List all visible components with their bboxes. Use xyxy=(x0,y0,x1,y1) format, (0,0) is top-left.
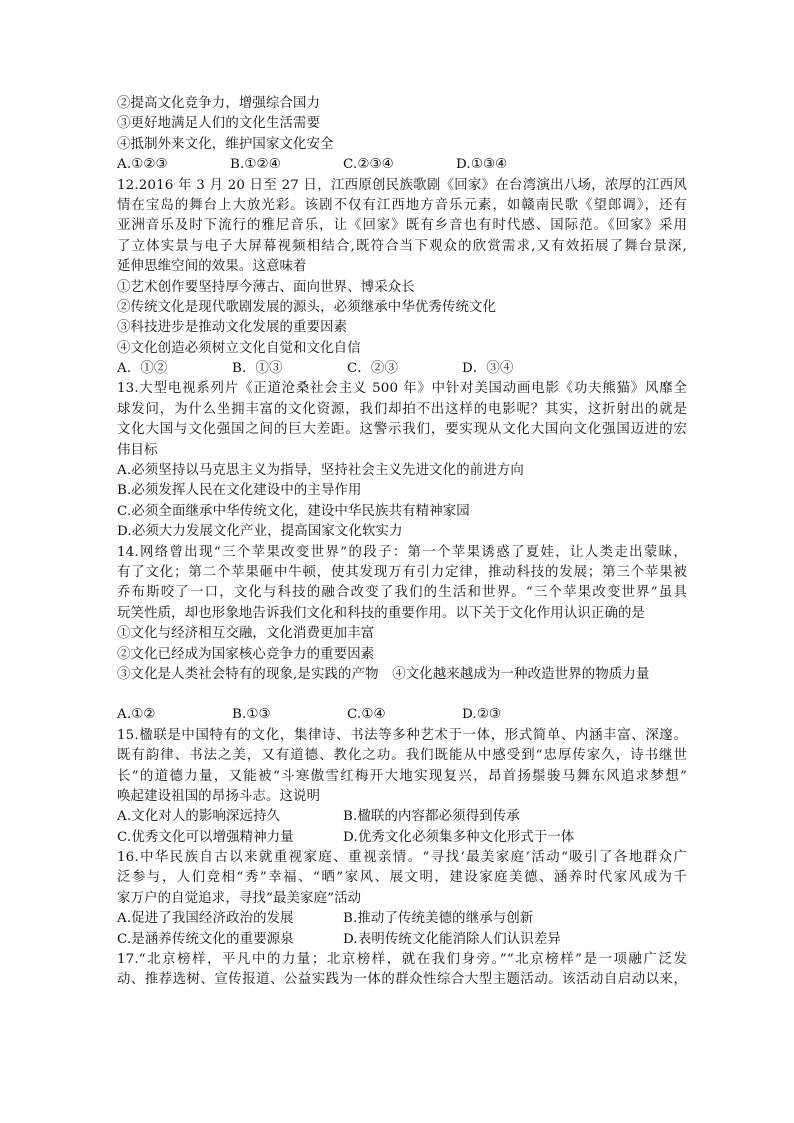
question-text: 17.“北京榜样，平凡中的力量；北京榜样，就在我们身旁。”“北京榜样”是一项融广泛发 xyxy=(117,952,687,968)
option-c: C.是涵养传统文化的重要源泉 xyxy=(117,931,294,947)
option-c: C.②③④ xyxy=(343,157,394,173)
option-b: B.必须发挥人民在文化建设中的主导作用 xyxy=(117,483,362,499)
statement-item: ②传统文化是现代歌剧发展的源头，必须继承中华优秀传统文化 xyxy=(117,299,497,315)
statement-item: ②文化已经成为国家核心竞争力的重要因素 xyxy=(117,646,375,662)
statement-item: ③文化是人类社会特有的现象,是实践的产物 ④文化越来越成为一种改造世界的物质力量 xyxy=(117,666,650,682)
question-16 xyxy=(117,848,687,950)
option-line: ③更好地满足人们的文化生活需要 xyxy=(117,116,321,132)
option-d: D．③④ xyxy=(462,361,514,377)
question-text: 乔布斯咬了一口，文化与科技的融合改变了我们的生活和世界。“三个苹果改变世界”虽具 xyxy=(117,585,687,601)
question-text: 情在宝岛的舞台上大放光彩。该剧不仅有江西地方音乐元素，如赣南民歌《望郎调》，还有 xyxy=(117,197,687,213)
option-a: A.文化对人的影响深远持久 xyxy=(117,809,281,825)
question-text: 文化大国与文化强国之间的巨大差距。这警示我们，要实现从文化大国向文化强国迈进的宏 xyxy=(117,422,687,438)
option-d: D.①③④ xyxy=(456,157,508,173)
option-b: B.①③ xyxy=(232,707,271,723)
question-17 xyxy=(117,950,687,991)
statement-item: ①文化与经济相互交融，文化消费更加丰富 xyxy=(117,626,375,642)
q15-options-row-2 xyxy=(117,828,687,848)
exam-page xyxy=(117,94,687,991)
option-d: D.表明传统文化能消除人们认识差异 xyxy=(343,931,561,947)
q16-options-row-2 xyxy=(117,930,687,950)
q15-options-row-1 xyxy=(117,807,687,827)
option-c: C.优秀文化可以增强精神力量 xyxy=(117,829,294,845)
option-b: B.推动了传统美德的继承与创新 xyxy=(343,911,534,927)
option-b: B.楹联的内容都必须得到传承 xyxy=(343,809,520,825)
question-15 xyxy=(117,726,687,848)
option-c: C．②③ xyxy=(347,361,399,377)
question-text: 家万户的自觉追求，寻找“最美家庭”活动 xyxy=(117,890,362,906)
question-text: 16.中华民族自古以来就重视家庭、重视亲情。“寻找‘最美家庭’活动“吸引了各地群众广 xyxy=(117,850,687,866)
question-text: 13.大型电视系列片《正道沧桑社会主义 500 年》中针对美国动画电影《功夫熊猫》风靡全 xyxy=(117,381,687,397)
option-c: C.①④ xyxy=(347,707,386,723)
question-text: 球发问，为什么坐拥丰富的文化资源，我们却拍不出这样的电影呢？其实，这折射出的就是 xyxy=(117,401,687,417)
statement-item: ①艺术创作要坚持厚今薄古、面向世界、博采众长 xyxy=(117,279,415,295)
question-text: 了立体实景与电子大屏幕视频相结合,既符合当下观众的欣赏需求,又有效拓展了舞台景深, xyxy=(117,238,687,254)
question-text: 有了文化；第二个苹果砸中牛顿，使其发现万有引力定律，推动科技的发展；第三个苹果被 xyxy=(117,564,687,580)
option-a: A.必须坚持以马克思主义为指导，坚持社会主义先进文化的前进方向 xyxy=(117,463,524,479)
option-a: A.①②③ xyxy=(117,157,168,173)
statement-item: ③科技进步是推动文化发展的重要因素 xyxy=(117,320,348,336)
option-d: D.②③ xyxy=(462,707,502,723)
q11-options xyxy=(117,155,687,175)
question-text: 15.楹联是中国特有的文化，集律诗、书法等多种艺术于一体，形式简单、内涵丰富、深邃。 xyxy=(117,727,687,743)
question-12 xyxy=(117,176,687,380)
option-d: D.优秀文化必须集多种文化形式于一体 xyxy=(343,829,575,845)
option-a: A．①② xyxy=(117,361,168,377)
question-13 xyxy=(117,379,687,542)
option-line: ④抵制外来文化，维护国家文化安全 xyxy=(117,136,334,152)
question-14 xyxy=(117,543,687,726)
option-a: A.促进了我国经济政治的发展 xyxy=(117,911,294,927)
question-text: 亚洲音乐及时下流行的雅尼音乐，让《回家》既有乡音也有时代感、国际范。《回家》采用 xyxy=(117,218,687,234)
question-text: 长”的道德力量，又能被“斗寒傲雪红梅开大地实现复兴，昂首扬鬃骏马舞东风追求梦想” xyxy=(117,768,687,784)
q16-options-row-1 xyxy=(117,909,687,929)
option-a: A.①② xyxy=(117,707,156,723)
question-text: 延伸思维空间的效果。这意味着 xyxy=(117,259,307,275)
question-text: 泛参与，人们竞相“秀”幸福、“晒”家风、展文明，建设家庭美德、涵养时代家风成为千 xyxy=(117,870,687,886)
question-text: 玩笑性质，却也形象地告诉我们文化和科技的重要作用。以下关于文化作用认识正确的是 xyxy=(117,605,646,621)
question-text: 动、推荐选树、宣传报道、公益实践为一体的群众性综合大型主题活动。该活动自启动以来， xyxy=(117,972,687,988)
question-text: 伟目标 xyxy=(117,442,158,458)
question-text: 12.2016 年 3 月 20 日至 27 日，江西原创民族歌剧《回家》在台湾演出八场，浓厚的江西风 xyxy=(117,177,687,193)
statement-item: ④文化创造必须树立文化自觉和文化自信 xyxy=(117,340,361,356)
question-text: 既有韵律、书法之美，又有道德、教化之功。我们既能从中感受到“忠厚传家久，诗书继世 xyxy=(117,748,687,764)
question-text: 14.网络曾出现“三个苹果改变世界”的段子：第一个苹果诱惑了夏娃，让人类走出蒙昧， xyxy=(117,544,687,560)
option-line: ②提高文化竞争力，增强综合国力 xyxy=(117,96,321,111)
q12-options xyxy=(117,359,687,379)
q14-options xyxy=(117,705,687,725)
option-d: D.必须大力发展文化产业，提高国家文化软实力 xyxy=(117,524,403,540)
option-b: B．①③ xyxy=(232,361,283,377)
option-b: B.①②④ xyxy=(230,157,281,173)
option-c: C.必须全面继承中华传统文化，建设中华民族共有精神家园 xyxy=(117,503,470,519)
question-text: 唤起建设祖国的昂扬斗志。这说明 xyxy=(117,788,321,804)
